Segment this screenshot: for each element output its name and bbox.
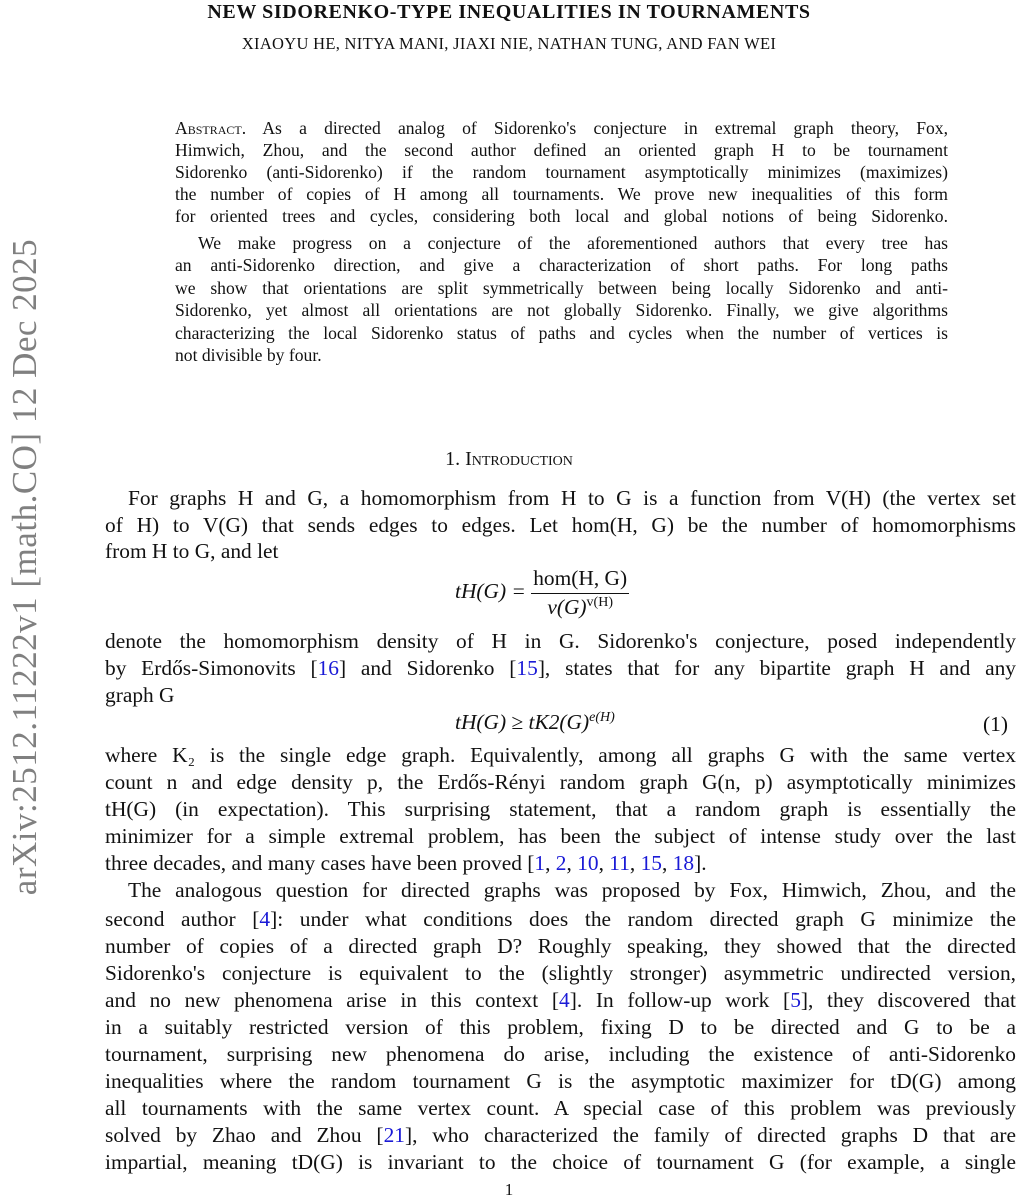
citation-link[interactable]: 1 [534,851,546,875]
citation-link[interactable]: 10 [577,851,599,875]
equation-lhs: tH(G) = [455,578,526,603]
section-heading [0,446,1018,472]
abstract-line: characterizing the local Sidorenko status of paths and cycles when the number of vertices is [175,323,948,343]
citation-link[interactable]: 15 [516,656,538,680]
arxiv-identifier-sidebar: arXiv:2512.11222v1 [math.CO] 12 Dec 2025 [5,238,44,896]
body-line: For graphs H and G, a homomorphism from H to G is a function from V(H) (the vertex set [128,486,1016,510]
equation-1 [455,710,615,735]
fraction [531,566,629,620]
body-line: tournament, surprising new phenomena do arise, including the existence of anti-Sidorenko [105,1042,1016,1066]
body-line: count n and edge density p, the Erdős-Rényi random graph G(n, p) asymptotically minimizes [105,770,1016,794]
section-title: Introduction [465,448,573,470]
citation-link[interactable]: 5 [790,988,801,1012]
denominator-exponent: v(H) [586,595,613,610]
body-line: three decades, and many cases have been proved [1, 2, 10, 11, 15, 18]. [105,851,707,875]
abstract-line: the number of copies of H among all tournaments. We prove new inequalities of this form [175,184,948,204]
body-line: from H to G, and let [105,539,279,563]
citation-link[interactable]: 18 [672,851,695,875]
abstract-line: Himwich, Zhou, and the second author defined an oriented graph H to be tournament [175,140,948,160]
citation-link[interactable]: 21 [383,1123,405,1147]
equation-1-exponent: e(H) [589,710,615,725]
body-line: number of copies of a directed graph D? Roughly speaking, they showed that the directed [105,934,1016,958]
abstract-line: Sidorenko (anti-Sidorenko) if the random tournament asymptotically minimizes (maximizes) [175,162,948,182]
equation-number: (1) [983,712,1008,736]
paper-title: NEW SIDORENKO-TYPE INEQUALITIES IN TOURNAMENTS [207,1,811,23]
page-number: 1 [504,1180,514,1199]
abstract-line: Sidorenko, yet almost all orientations are not globally Sidorenko. Finally, we give algorithms [175,300,948,320]
abstract-line: an anti-Sidorenko direction, and give a characterization of short paths. For long paths [175,255,948,275]
fraction-numerator: hom(H, G) [531,566,629,594]
citation-link[interactable]: 11 [609,851,630,875]
body-line: and no new phenomena arise in this context [4]. In follow-up work [5], they discovered that [105,988,1016,1012]
abstract-label: Abstract. [175,118,247,138]
equation-1-lhs: tH(G) ≥ tK2(G) [455,710,590,735]
abstract-line: for oriented trees and cycles, considering both local and global notions of being Sidorenko. [175,206,948,226]
abstract-line [175,117,948,139]
body-line: The analogous question for directed graphs was proposed by Fox, Himwich, Zhou, and the [128,878,1016,902]
body-line: impartial, meaning tD(G) is invariant to the choice of tournament G (for example, a single [105,1150,1016,1174]
citation-link[interactable]: 4 [559,988,570,1012]
denominator-base: v(G) [547,595,587,620]
body-line: by Erdős-Simonovits [16] and Sidorenko [15], states that for any bipartite graph H and any [105,656,1016,680]
body-line: all tournaments with the same vertex count. A special case of this problem was previously [105,1096,1016,1120]
body-line: minimizer for a simple extremal problem, has been the subject of intense study over the last [105,824,1016,848]
citation-link[interactable]: 2 [555,851,567,875]
equation-homomorphism-density [455,566,629,620]
body-line: of H) to V(G) that sends edges to edges. Let hom(H, G) be the number of homomorphisms [105,513,1016,537]
abstract-line: we show that orientations are split symmetrically between being locally Sidorenko and anti- [175,278,948,298]
body-line: in a suitably restricted version of this problem, fixing D to be directed and G to be a [105,1015,1016,1039]
citation-link[interactable]: 16 [317,656,339,680]
body-line: inequalities where the random tournament G is the asymptotic maximizer for tD(G) among [105,1069,1016,1093]
abstract-line-text: As a directed analog of Sidorenko's conjecture in extremal graph theory, Fox, [246,118,948,138]
abstract-line: We make progress on a conjecture of the aforementioned authors that every tree has [198,233,948,253]
body-line: tH(G) (in expectation). This surprising statement, that a random graph is essentially the [105,797,1016,821]
section-number: 1. [445,448,461,470]
body-line: where K₂ is the single edge graph. Equivalently, among all graphs G with the same vertex [105,743,1016,767]
citation-link[interactable]: 4 [259,907,271,931]
abstract-line: not divisible by four. [175,345,322,365]
citation-link[interactable]: 15 [640,851,662,875]
body-line: second author [4]: under what conditions does the random directed graph G minimize the [105,907,1016,931]
fraction-denominator [531,594,629,620]
body-line: solved by Zhao and Zhou [21], who characterized the family of directed graphs D that are [105,1123,1016,1147]
body-line: Sidorenko's conjecture is equivalent to the (slightly stronger) asymmetric undirected version, [105,961,1016,985]
paper-authors: XIAOYU HE, NITYA MANI, JIAXI NIE, NATHAN TUNG, AND FAN WEI [241,34,777,53]
body-line: graph G [105,683,175,707]
body-line: denote the homomorphism density of H in G. Sidorenko's conjecture, posed independently [105,629,1016,653]
